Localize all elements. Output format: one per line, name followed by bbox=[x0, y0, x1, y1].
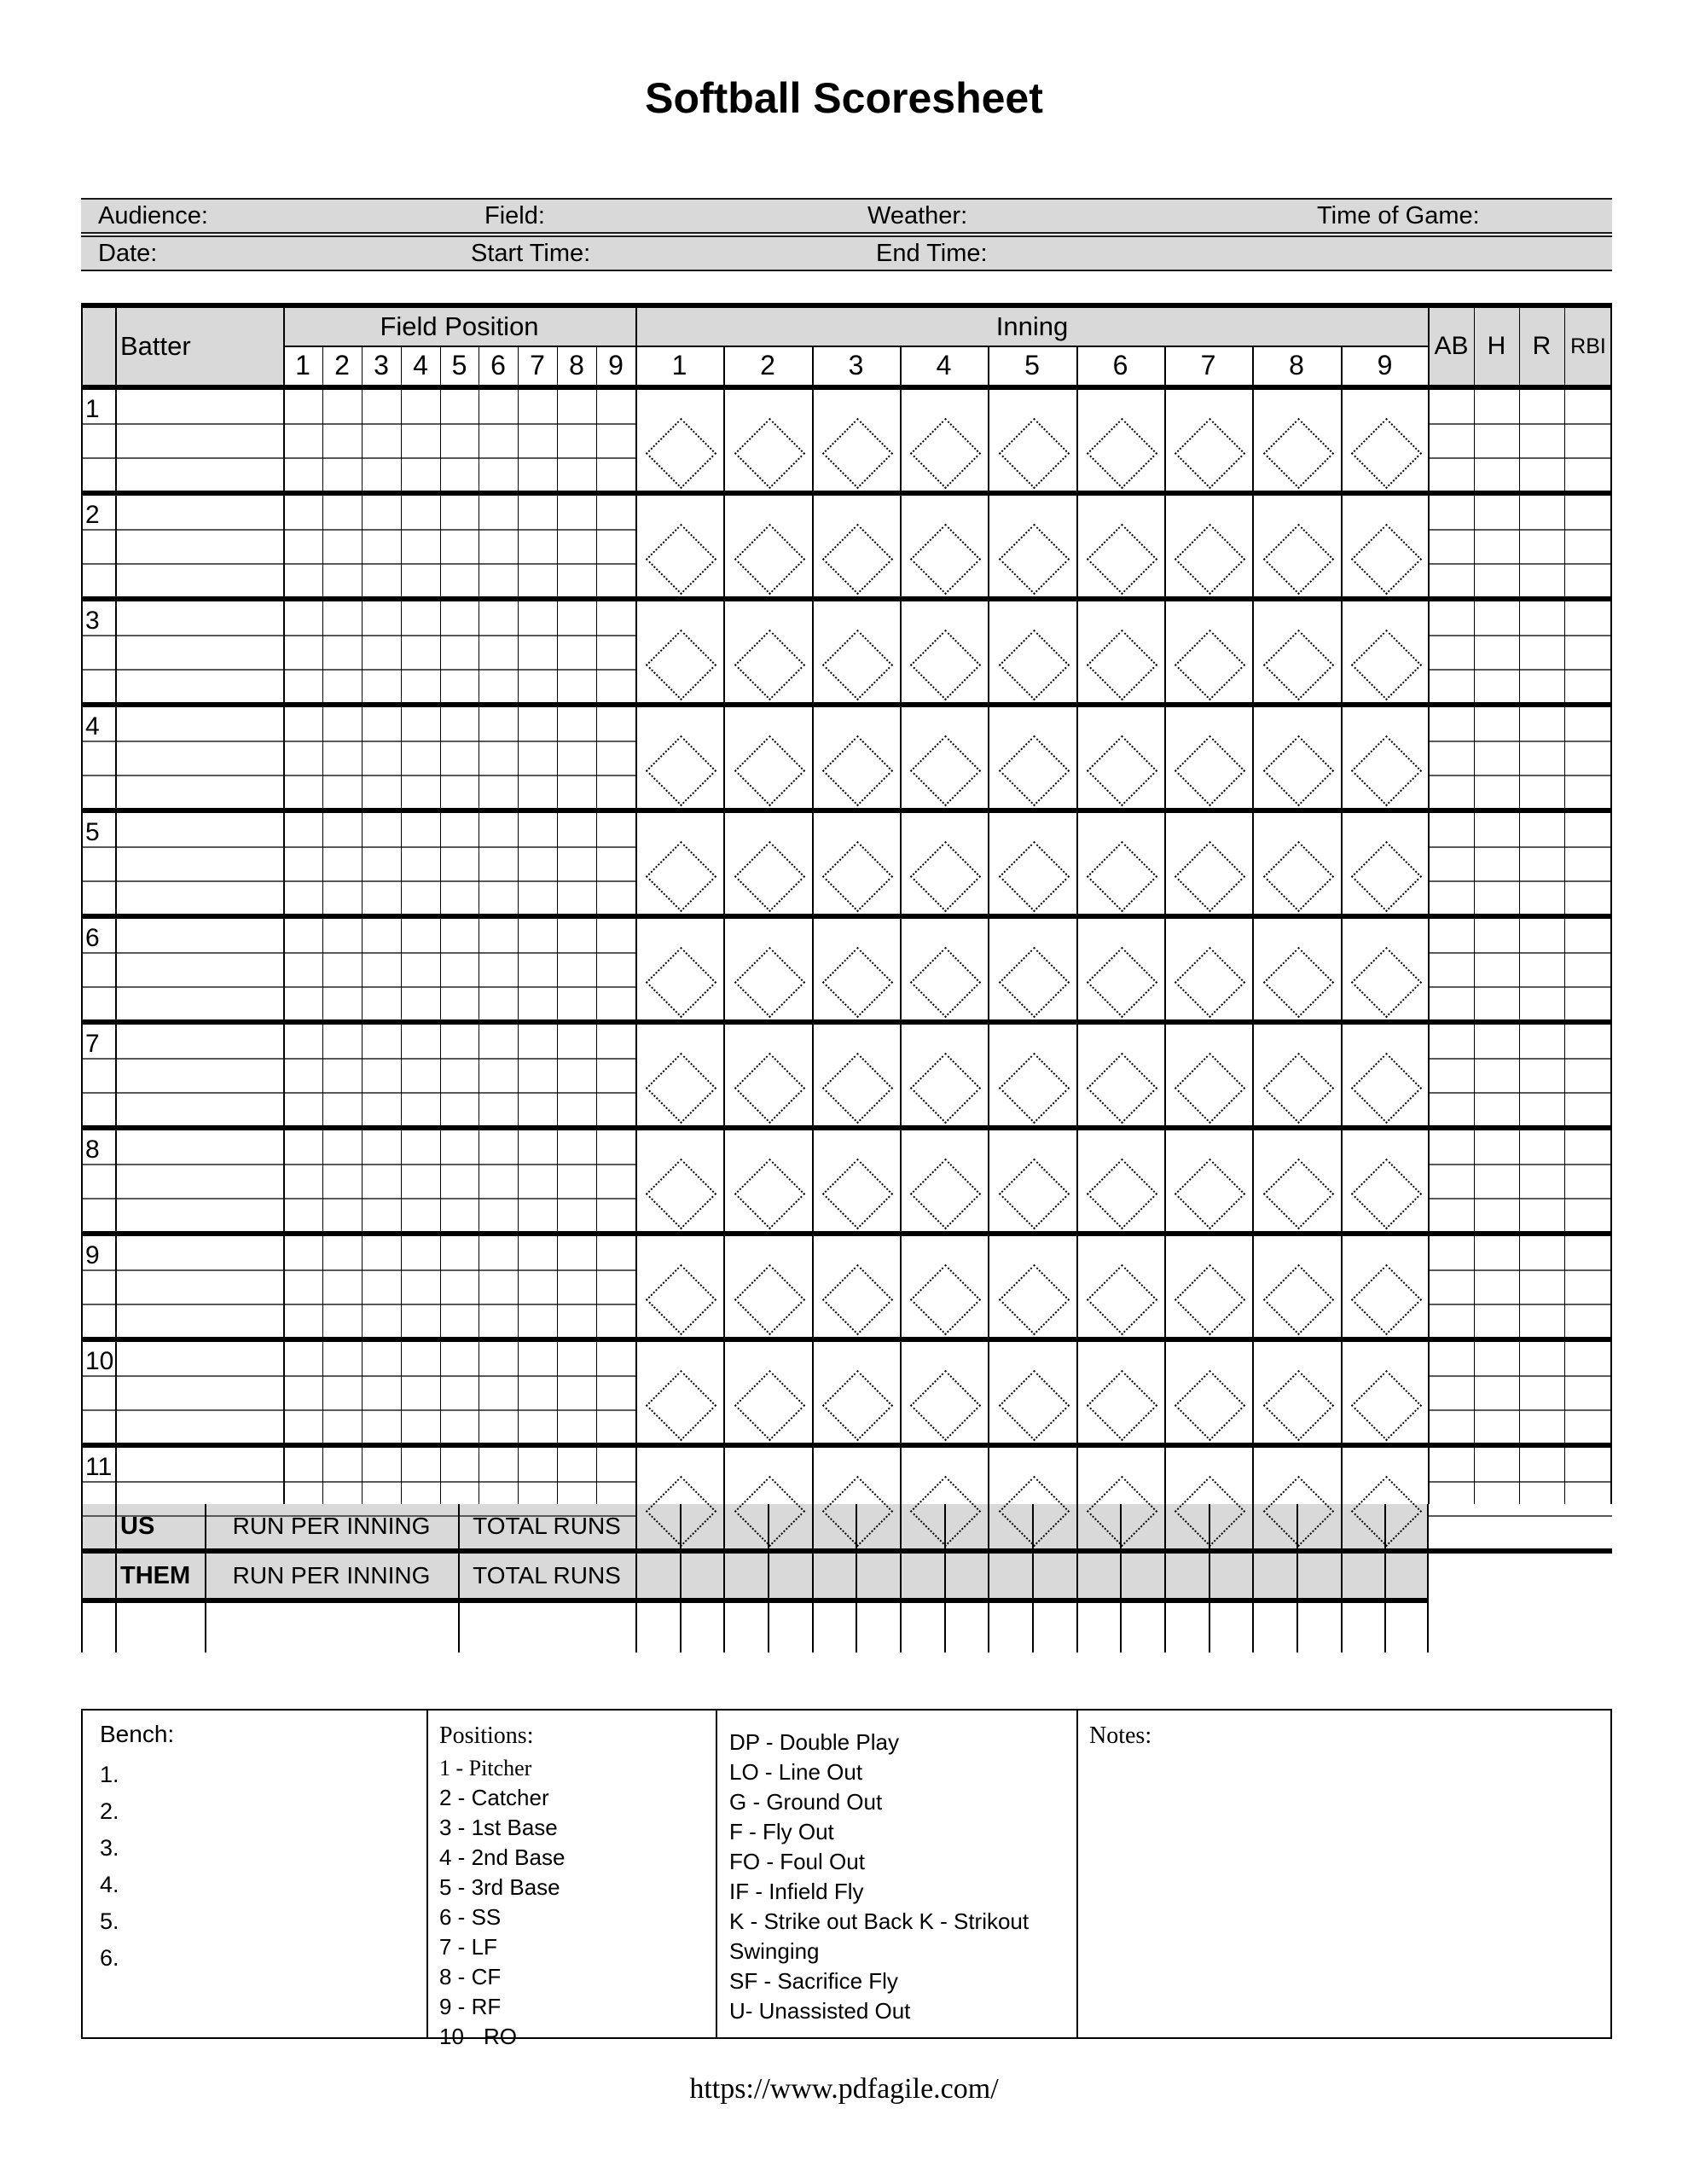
grid-line bbox=[283, 308, 285, 1504]
bench-line[interactable]: 5. bbox=[100, 1908, 119, 1934]
position-entry: 10 - RO bbox=[439, 2024, 518, 2049]
grid-line bbox=[401, 346, 402, 1504]
run-cell[interactable] bbox=[1078, 1555, 1118, 1596]
audience-label: Audience: bbox=[98, 202, 208, 229]
inning-number: 8 bbox=[1289, 350, 1304, 380]
grid-line bbox=[1252, 1504, 1254, 1653]
grid-line bbox=[680, 1504, 682, 1653]
abbreviation-entry: K - Strike out Back K - Strikout Swinging bbox=[729, 1908, 1030, 1964]
inning-number: 1 bbox=[671, 350, 687, 380]
inning-number: 6 bbox=[1112, 350, 1128, 380]
run-cell[interactable] bbox=[902, 1506, 943, 1547]
grid-line bbox=[1164, 1504, 1166, 1653]
grid-line bbox=[1076, 346, 1078, 1504]
stat-cells[interactable] bbox=[1430, 1342, 1610, 1443]
info-row-1 bbox=[81, 198, 1612, 234]
batter-row-number: 11 bbox=[85, 1453, 113, 1481]
field-position-cells[interactable] bbox=[284, 919, 635, 1019]
run-cell[interactable] bbox=[989, 1555, 1030, 1596]
grid-line bbox=[768, 1504, 769, 1653]
batter-name-cell[interactable] bbox=[117, 1236, 283, 1337]
grid-line bbox=[518, 346, 519, 1504]
stat-header: AB bbox=[1434, 332, 1469, 360]
position-entry: 5 - 3rd Base bbox=[439, 1874, 560, 1900]
grid-line bbox=[81, 1548, 1429, 1554]
field-position-number: 6 bbox=[490, 350, 506, 380]
field-position-cells[interactable] bbox=[284, 1130, 635, 1231]
abbreviation-entry: SF - Sacrifice Fly bbox=[729, 1968, 898, 1994]
grid-line bbox=[1252, 346, 1254, 1504]
stat-cells[interactable] bbox=[1430, 390, 1610, 491]
batter-name-cell[interactable] bbox=[117, 1025, 283, 1125]
batter-name-cell[interactable] bbox=[117, 919, 283, 1019]
info-row-2 bbox=[81, 235, 1612, 271]
run-cell[interactable] bbox=[769, 1555, 810, 1596]
abbreviation-entry: DP - Double Play bbox=[729, 1729, 899, 1755]
batter-row-number: 5 bbox=[85, 818, 100, 846]
run-cell[interactable] bbox=[1210, 1506, 1250, 1547]
run-cell[interactable] bbox=[725, 1506, 766, 1547]
batter-row-number: 10 bbox=[85, 1347, 114, 1375]
legend-divider-3 bbox=[1076, 1711, 1078, 2037]
page-title: Softball Scoresheet bbox=[645, 74, 1043, 122]
weather-label: Weather: bbox=[867, 202, 968, 229]
grid-line bbox=[812, 346, 814, 1504]
bench-line[interactable]: 6. bbox=[100, 1945, 119, 1971]
run-cell[interactable] bbox=[725, 1555, 766, 1596]
abbreviations-list bbox=[729, 1728, 1067, 2026]
grid-line bbox=[283, 346, 1429, 347]
grid-line bbox=[458, 1504, 460, 1653]
batter-row-number: 7 bbox=[85, 1030, 100, 1058]
stat-header: R bbox=[1532, 332, 1552, 360]
grid-line bbox=[81, 303, 1612, 308]
run-cell[interactable] bbox=[1034, 1555, 1075, 1596]
stat-cells[interactable] bbox=[1430, 1025, 1610, 1125]
position-entry: 6 - SS bbox=[439, 1904, 502, 1930]
grid-line bbox=[988, 1504, 989, 1653]
run-cell[interactable] bbox=[1343, 1506, 1383, 1547]
position-entry: 1 - Pitcher bbox=[439, 1756, 532, 1780]
notes-section[interactable] bbox=[1089, 1711, 1601, 2049]
positions-label: Positions: bbox=[439, 1722, 534, 1749]
field-position-number: 3 bbox=[374, 350, 389, 380]
run-cell[interactable] bbox=[1298, 1555, 1339, 1596]
grid-line bbox=[557, 346, 558, 1504]
field-position-cells[interactable] bbox=[284, 1236, 635, 1337]
abbreviation-entry: F - Fly Out bbox=[729, 1819, 834, 1844]
legend-divider-1 bbox=[426, 1711, 428, 2037]
run-cell[interactable] bbox=[1254, 1506, 1295, 1547]
stat-cells[interactable] bbox=[1430, 919, 1610, 1019]
footer-url[interactable]: https://www.pdfagile.com/ bbox=[689, 2073, 999, 2105]
bench-label: Bench: bbox=[100, 1721, 175, 1747]
stat-cells[interactable] bbox=[1430, 601, 1610, 702]
field-position-number: 4 bbox=[413, 350, 428, 380]
run-cell[interactable] bbox=[1122, 1555, 1163, 1596]
abbreviation-entry: G - Ground Out bbox=[729, 1789, 883, 1815]
field-position-number: 8 bbox=[569, 350, 584, 380]
stat-cells[interactable] bbox=[1430, 813, 1610, 914]
run-cell[interactable] bbox=[637, 1506, 678, 1547]
notes-label: Notes: bbox=[1089, 1722, 1152, 1749]
abbreviation-entry: FO - Foul Out bbox=[729, 1849, 865, 1874]
run-cell[interactable] bbox=[902, 1555, 943, 1596]
abbreviation-entry: LO - Line Out bbox=[729, 1759, 863, 1785]
grid-line bbox=[723, 1504, 725, 1653]
grid-line bbox=[322, 346, 323, 1504]
field-position-cells[interactable] bbox=[284, 1342, 635, 1443]
inning-header: Inning bbox=[995, 311, 1069, 341]
grid-line bbox=[1564, 308, 1565, 1504]
batter-name-cell[interactable] bbox=[117, 813, 283, 914]
run-cell[interactable] bbox=[1166, 1555, 1207, 1596]
field-position-cells[interactable] bbox=[284, 707, 635, 808]
stat-header: RBI bbox=[1570, 334, 1606, 358]
batter-row-number: 9 bbox=[85, 1241, 100, 1269]
batter-header: Batter bbox=[120, 331, 191, 361]
field-position-number: 2 bbox=[334, 350, 350, 380]
grid-line bbox=[596, 346, 597, 1504]
grid-line bbox=[1428, 308, 1430, 1504]
stat-cells[interactable] bbox=[1430, 1448, 1610, 1548]
field-position-header: Field Position bbox=[380, 311, 539, 341]
batter-name-cell[interactable] bbox=[117, 390, 283, 491]
grid-line bbox=[1209, 1504, 1210, 1653]
field-position-cells[interactable] bbox=[284, 813, 635, 914]
grid-line bbox=[1474, 308, 1475, 1504]
field-position-cells[interactable] bbox=[284, 1025, 635, 1125]
grid-line bbox=[900, 346, 902, 1504]
grid-line bbox=[988, 346, 989, 1504]
batter-row-number: 6 bbox=[85, 924, 100, 952]
field-label: Field: bbox=[484, 202, 545, 229]
grid-line bbox=[1296, 1504, 1298, 1653]
bench-line[interactable]: 4. bbox=[100, 1872, 119, 1897]
grid-line bbox=[1164, 346, 1166, 1504]
stat-cells[interactable] bbox=[1430, 707, 1610, 808]
inning-number: 3 bbox=[848, 350, 864, 380]
run-cell[interactable] bbox=[637, 1555, 678, 1596]
batter-name-cell[interactable] bbox=[117, 1130, 283, 1231]
grid-line bbox=[1519, 308, 1520, 1504]
grid-line bbox=[723, 346, 725, 1504]
grid-line bbox=[81, 385, 1612, 390]
grid-line bbox=[812, 1504, 814, 1653]
run-cell[interactable] bbox=[1034, 1506, 1075, 1547]
batter-row-number: 3 bbox=[85, 607, 100, 635]
position-entry: 7 - LF bbox=[439, 1934, 497, 1960]
field-position-number: 5 bbox=[451, 350, 467, 380]
bench-line[interactable]: 1. bbox=[100, 1762, 119, 1787]
batter-name-cell[interactable] bbox=[117, 707, 283, 808]
run-cell[interactable] bbox=[1254, 1555, 1295, 1596]
positions-section bbox=[439, 1711, 704, 2049]
grid-line bbox=[1384, 1504, 1386, 1653]
run-cell[interactable] bbox=[1386, 1506, 1427, 1547]
positions-list bbox=[439, 1753, 704, 2052]
grid-line bbox=[856, 1504, 857, 1653]
run-cell[interactable] bbox=[814, 1555, 854, 1596]
run-cell[interactable] bbox=[814, 1506, 854, 1547]
run-cell[interactable] bbox=[1298, 1506, 1339, 1547]
inning-number: 2 bbox=[760, 350, 775, 380]
start-time-label: Start Time: bbox=[471, 240, 591, 267]
grid-line bbox=[1610, 308, 1612, 1504]
grid-line bbox=[440, 346, 441, 1504]
run-cell[interactable] bbox=[682, 1555, 722, 1596]
run-cell[interactable] bbox=[682, 1506, 722, 1547]
position-entry: 9 - RF bbox=[439, 1994, 502, 2019]
grid-line bbox=[1341, 346, 1343, 1504]
batter-name-cell[interactable] bbox=[117, 601, 283, 702]
total-runs-label: TOTAL RUNS bbox=[473, 1513, 621, 1539]
run-per-inning-label: RUN PER INNING bbox=[232, 1513, 431, 1539]
batter-name-cell[interactable] bbox=[117, 496, 283, 596]
run-cell[interactable] bbox=[1078, 1506, 1118, 1547]
inning-number: 9 bbox=[1377, 350, 1393, 380]
grid-line bbox=[81, 1598, 1429, 1603]
field-position-cells[interactable] bbox=[284, 496, 635, 596]
end-time-label: End Time: bbox=[876, 240, 988, 267]
stat-header: H bbox=[1487, 332, 1506, 360]
date-label: Date: bbox=[98, 240, 158, 267]
run-cell[interactable] bbox=[946, 1555, 986, 1596]
run-cell[interactable] bbox=[769, 1506, 810, 1547]
bench-line[interactable]: 2. bbox=[100, 1798, 119, 1824]
grid-line bbox=[81, 308, 83, 1653]
run-cell[interactable] bbox=[857, 1555, 898, 1596]
field-position-number: 7 bbox=[530, 350, 545, 380]
run-cell[interactable] bbox=[1343, 1555, 1383, 1596]
legend-divider-2 bbox=[716, 1711, 717, 2037]
run-cell[interactable] bbox=[1122, 1506, 1163, 1547]
position-entry: 2 - Catcher bbox=[439, 1785, 549, 1810]
grid-line bbox=[1427, 1504, 1429, 1653]
grid-line bbox=[205, 1504, 206, 1653]
run-cell[interactable] bbox=[1210, 1555, 1250, 1596]
inning-number: 5 bbox=[1024, 350, 1040, 380]
run-cell[interactable] bbox=[1166, 1506, 1207, 1547]
grid-line bbox=[1076, 1504, 1078, 1653]
field-position-cells[interactable] bbox=[284, 601, 635, 702]
run-cell[interactable] bbox=[989, 1506, 1030, 1547]
run-per-inning-label: RUN PER INNING bbox=[232, 1562, 431, 1589]
stat-cells[interactable] bbox=[1430, 496, 1610, 596]
grid-line bbox=[1120, 1504, 1122, 1653]
run-cell[interactable] bbox=[857, 1506, 898, 1547]
grid-line bbox=[1341, 1504, 1343, 1653]
stat-cells[interactable] bbox=[1430, 1236, 1610, 1337]
batter-row-number: 4 bbox=[85, 712, 100, 741]
bench-list bbox=[100, 1757, 415, 1977]
legend-box bbox=[81, 1709, 1612, 2049]
abbreviation-entry: IF - Infield Fly bbox=[729, 1879, 864, 1904]
inning-number: 7 bbox=[1200, 350, 1216, 380]
inning-number: 4 bbox=[936, 350, 952, 380]
scoresheet-grid bbox=[81, 303, 1612, 1653]
field-position-number: 9 bbox=[608, 350, 624, 380]
grid-line bbox=[900, 1504, 902, 1653]
abbreviation-entry: U- Unassisted Out bbox=[729, 1998, 911, 2024]
bench-section bbox=[100, 1711, 415, 2048]
run-cell[interactable] bbox=[1386, 1555, 1427, 1596]
them-team-label: THEM bbox=[120, 1562, 191, 1589]
bench-line[interactable]: 3. bbox=[100, 1835, 119, 1861]
batter-row-number: 2 bbox=[85, 501, 100, 529]
us-team-label: US bbox=[120, 1513, 155, 1540]
time-of-game-label: Time of Game: bbox=[1317, 202, 1480, 229]
position-entry: 4 - 2nd Base bbox=[439, 1844, 566, 1870]
field-position-cells[interactable] bbox=[284, 390, 635, 491]
batter-row-number: 1 bbox=[85, 395, 100, 423]
grid-line bbox=[1032, 1504, 1034, 1653]
batter-name-cell[interactable] bbox=[117, 1342, 283, 1443]
grid-line bbox=[362, 346, 363, 1504]
stat-cells[interactable] bbox=[1430, 1130, 1610, 1231]
batter-row-number: 8 bbox=[85, 1136, 100, 1164]
position-entry: 3 - 1st Base bbox=[439, 1815, 558, 1840]
position-entry: 8 - CF bbox=[439, 1964, 502, 1989]
grid-line bbox=[635, 308, 637, 1653]
total-runs-label: TOTAL RUNS bbox=[473, 1562, 621, 1589]
field-position-number: 1 bbox=[295, 350, 310, 380]
run-cell[interactable] bbox=[946, 1506, 986, 1547]
grid-line bbox=[115, 308, 117, 1653]
grid-line bbox=[944, 1504, 946, 1653]
abbreviations-section bbox=[729, 1711, 1067, 2054]
